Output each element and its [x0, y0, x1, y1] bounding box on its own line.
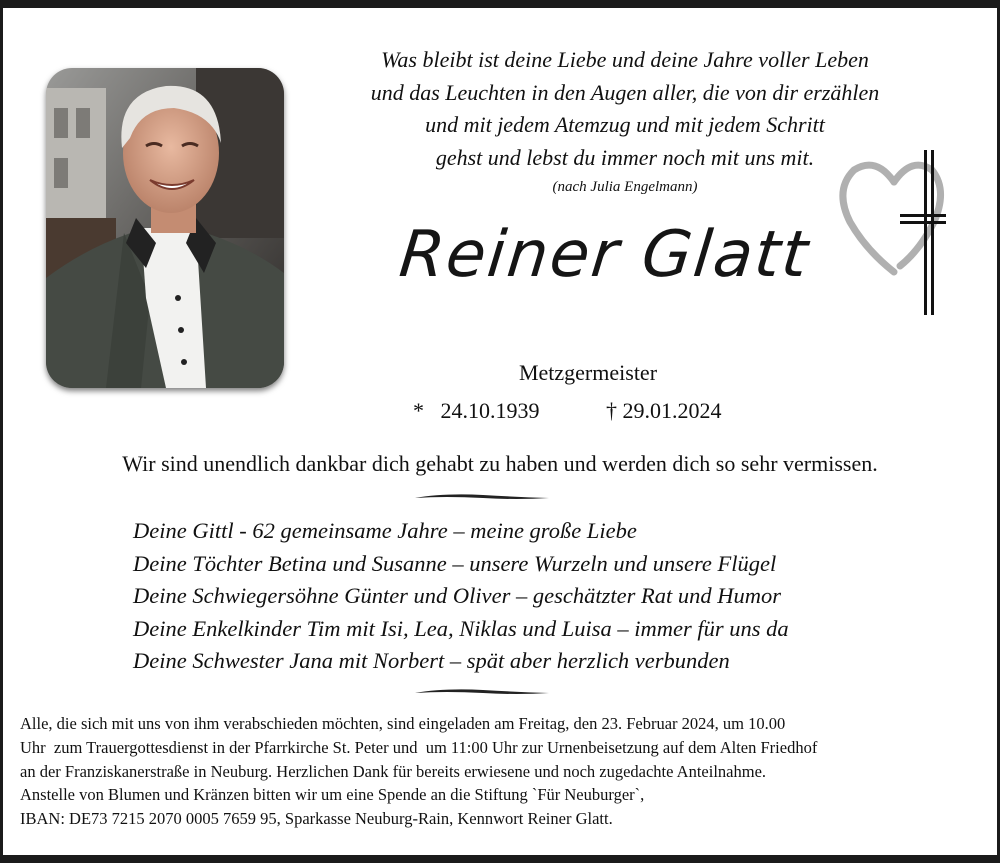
death-symbol: † [606, 398, 617, 423]
deceased-name: Reiner Glatt [396, 218, 813, 292]
poem-line: gehst und lebst du immer noch mit uns mit. [435, 144, 815, 170]
info-line: Alle, die sich mit uns von ihm verabschieden möchten, sind eingeladen am Freitag, den 23. Februar 2024, um 10.00 [20, 714, 786, 733]
family-line: Deine Gittl - 62 gemeinsame Jahre – meine große Liebe [133, 518, 637, 543]
family-line: Deine Töchter Betina und Susanne – unsere Wurzeln und unsere Flügel [133, 550, 777, 576]
birth-date [413, 398, 540, 424]
occupation: Metzgermeister [518, 360, 658, 385]
funeral-info [20, 712, 985, 831]
portrait-photo [46, 68, 284, 388]
swash-divider [413, 685, 551, 697]
heart-cross-icon [836, 142, 946, 318]
poem-line: und mit jedem Atemzug und mit jedem Schritt [425, 112, 825, 137]
family-line: Deine Enkelkinder Tim mit Isi, Lea, Niklas und Luisa – immer für uns da [133, 615, 789, 641]
death-date-value: 29.01.2024 [622, 398, 722, 423]
thanks-statement: Wir sind unendlich dankbar dich gehabt zu haben und werden dich so sehr vermissen. [122, 451, 878, 476]
info-line: IBAN: DE73 7215 2070 0005 7659 95, Sparkasse Neuburg-Rain, Kennwort Reiner Glatt. [20, 809, 613, 829]
family-line: Deine Schwester Jana mit Norbert – spät aber herzlich verbunden [133, 648, 730, 673]
birth-date-value: 24.10.1939 [440, 398, 540, 423]
info-line: an der Franziskanerstraße in Neuburg. Herzlichen Dank für bereits erwiesene und noch zugedachte Anteilnahme. [20, 761, 767, 781]
info-line: Anstelle von Blumen und Kränzen bitten wir um eine Spende an die Stiftung `Für Neuburger`, [20, 785, 645, 805]
poem-line: Was bleibt ist deine Liebe und deine Jahre voller Leben [381, 47, 869, 72]
swash-divider [413, 490, 551, 502]
poem-credit: (nach Julia Engelmann) [552, 179, 698, 195]
death-date [606, 398, 722, 424]
poem-line: und das Leuchten in den Augen aller, die von dir erzählen [370, 79, 880, 105]
family-line: Deine Schwiegersöhne Günter und Oliver – geschätzter Rat und Humor [133, 583, 782, 608]
info-line: Uhr zum Trauergottesdienst in der Pfarrkirche St. Peter und um 11:00 Uhr zur Urnenbeisetzung auf dem Alten Friedhof [20, 737, 818, 757]
birth-symbol: * [413, 398, 424, 423]
family-list [133, 515, 973, 678]
